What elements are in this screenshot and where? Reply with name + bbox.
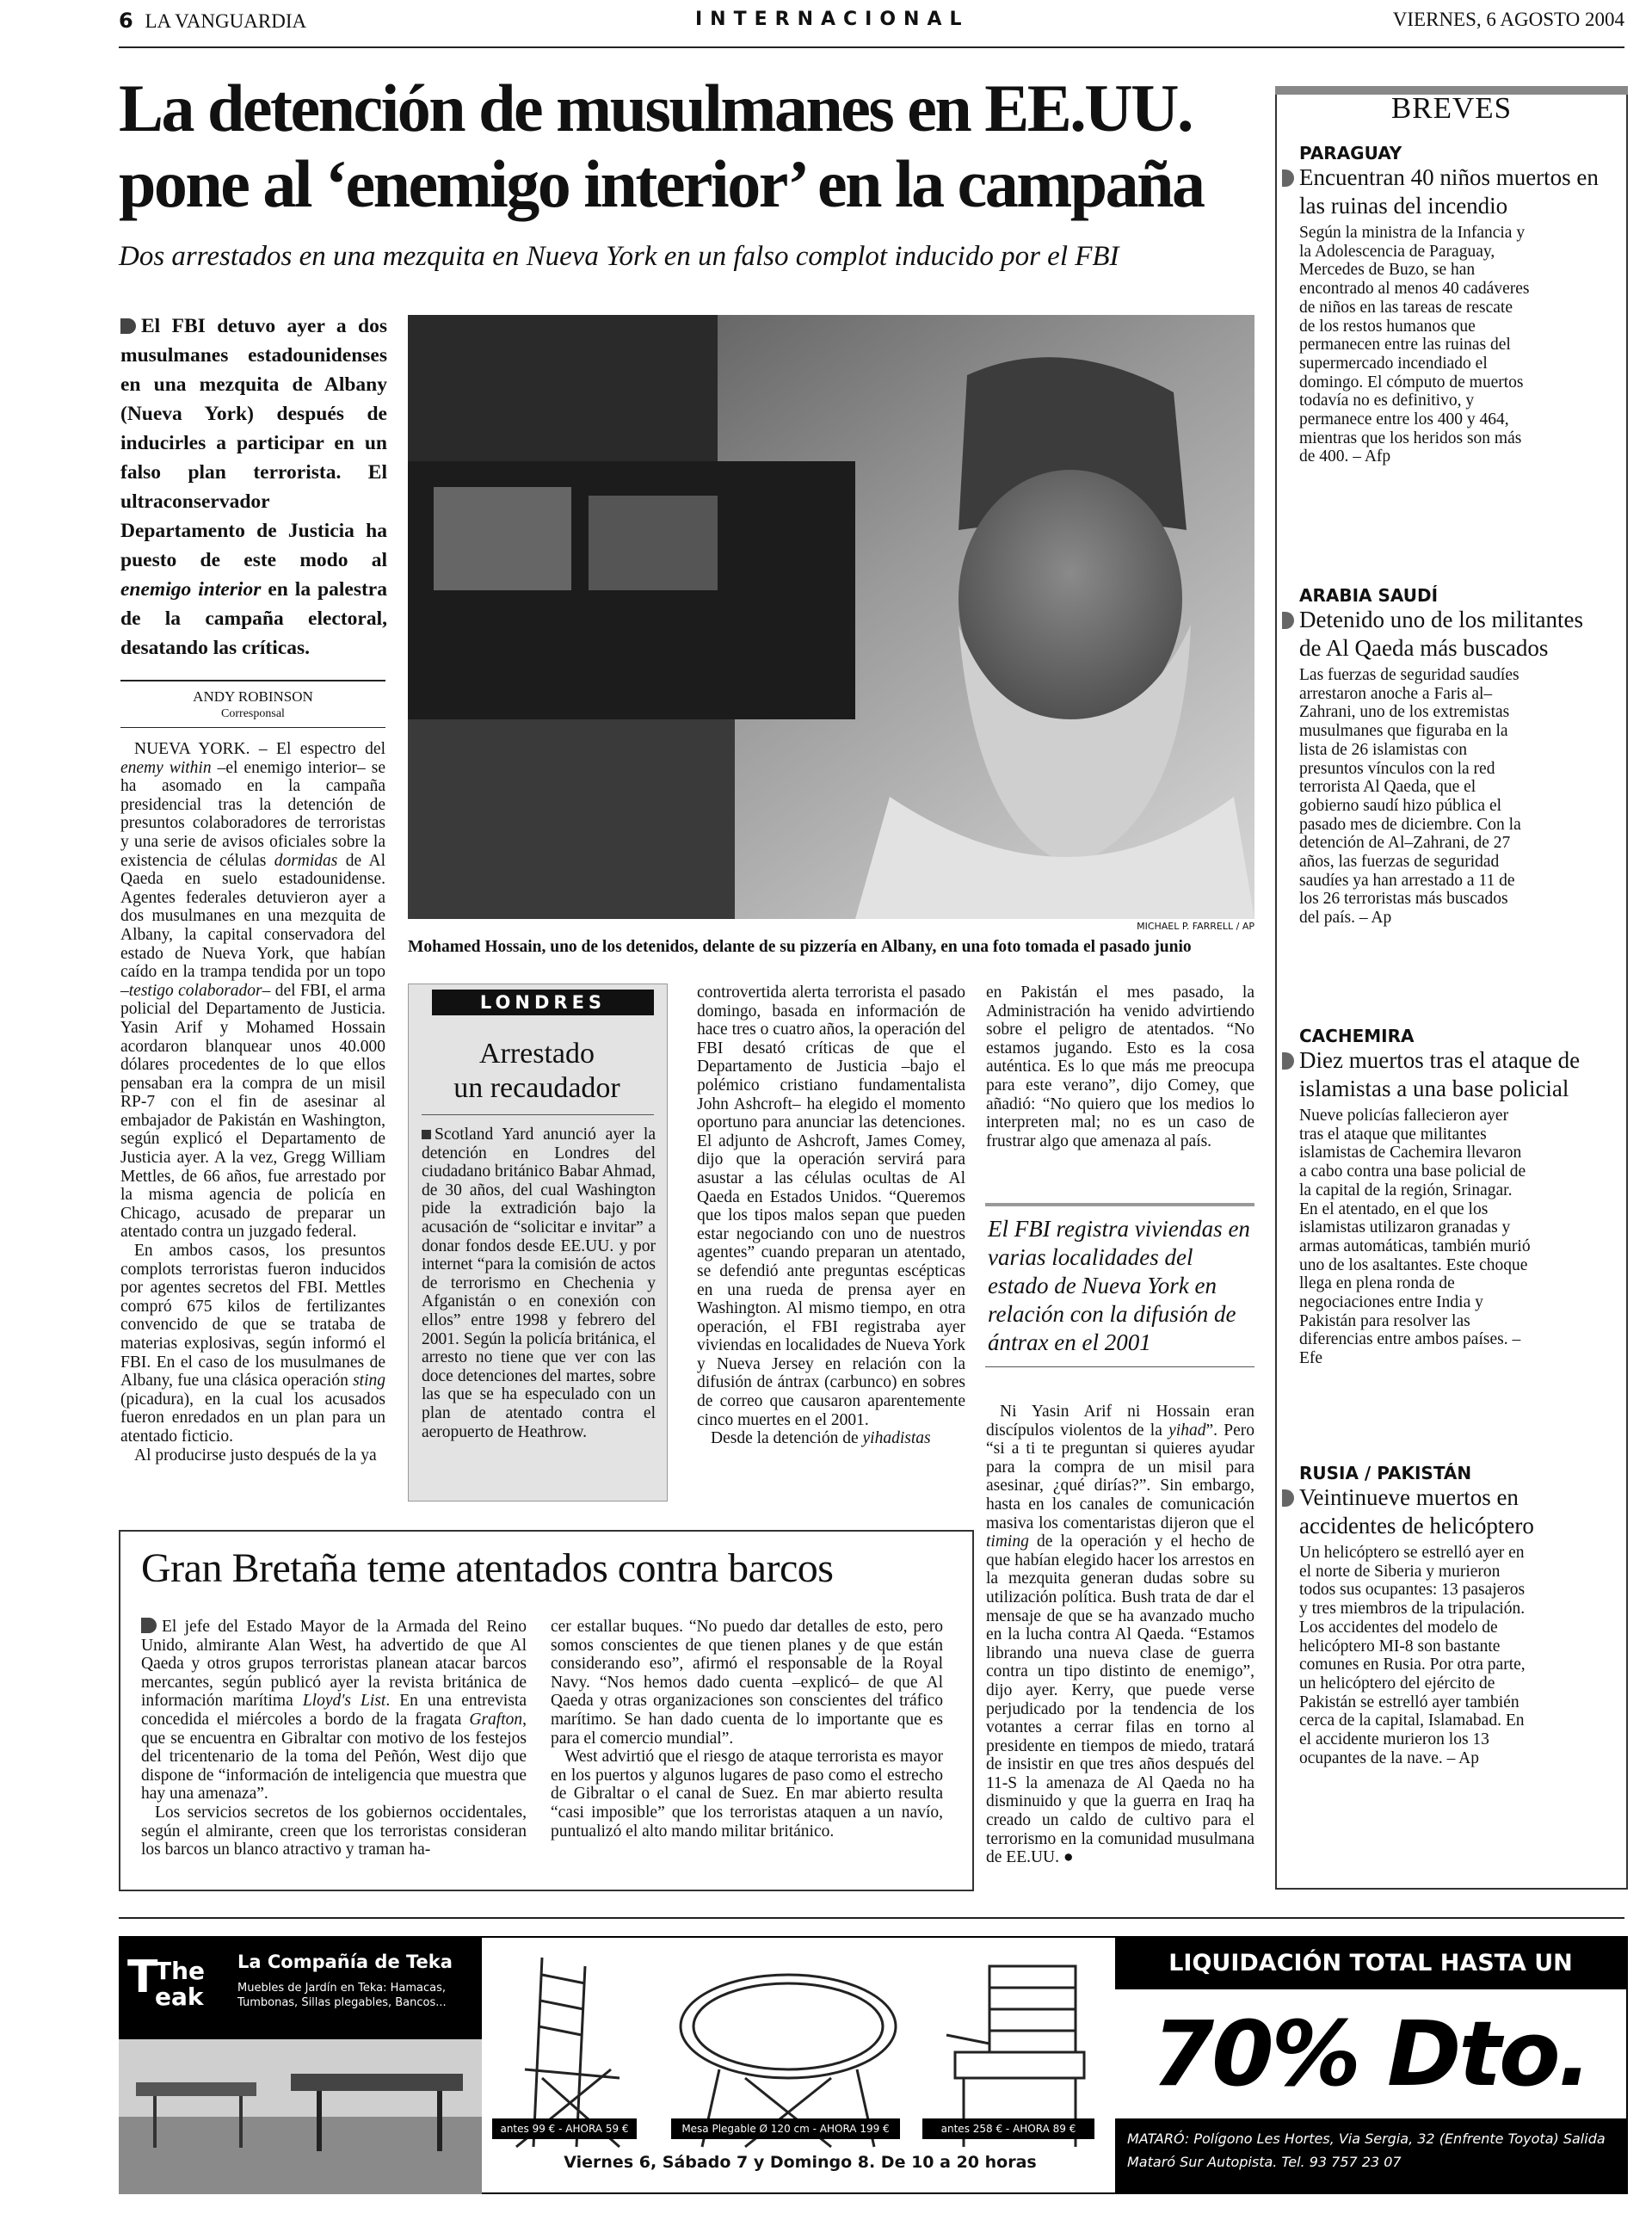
- byline-divider: [120, 680, 385, 681]
- pull-quote: El FBI registra viviendas en varias localidades del estado de Nueva York en relación con la difusión de ántrax en el 2001: [988, 1216, 1250, 1355]
- headline-line-1: La detención de musulmanes en EE.UU.: [119, 71, 1192, 145]
- news-photo: [408, 315, 1254, 919]
- breve-headline: Encuentran 40 niños muertos en las ruinas del incendio: [1299, 163, 1611, 220]
- price-tag-3: antes 258 € - AHORA 89 €: [922, 2118, 1094, 2139]
- portrait-image: [408, 315, 1254, 919]
- breve-section: RUSIA / PAKISTÁN: [1299, 1463, 1472, 1483]
- ad-divider: [119, 1917, 1624, 1919]
- photo-credit: MICHAEL P. FARRELL / AP: [1137, 921, 1254, 932]
- breve-section: CACHEMIRA: [1299, 1026, 1415, 1046]
- londres-label: LONDRES: [432, 990, 654, 1015]
- breve-item: [1299, 1463, 1611, 1767]
- end-mark-icon: ●: [1063, 1848, 1074, 1867]
- gran-bretana-title: Gran Bretaña teme atentados contra barcos: [141, 1545, 834, 1591]
- ad-dates: Viernes 6, Sábado 7 y Domingo 8. De 10 a 20 horas: [564, 2153, 1037, 2172]
- ad-offer-panel: [1115, 1936, 1626, 2194]
- section-name: INTERNACIONAL: [695, 9, 970, 30]
- breve-text: Las fuerzas de seguridad saudíes arrestaron anoche a Faris al–Zahrani, uno de los extremistas musulmanes que figuraba en la lista de 26 islamistas con presuntos vínculos con la red terrorista Al Qaeda, que el gobierno saudí hizo pública el pasado mes de diciembre. Con la detención de Al–Zahrani, de 27 años, las fuerzas de seguridad saudíes ya han arrestado a 11 de los 26 terroristas más buscados del país. – Ap: [1299, 666, 1521, 928]
- ad-products: Muebles de Jardín en Teka: Hamacas, Tumbonas, Sillas plegables, Bancos...: [237, 1982, 447, 2009]
- price-tag-1: antes 99 € - AHORA 59 €: [492, 2118, 637, 2139]
- author-role: Corresponsal: [221, 707, 285, 720]
- ad-liquidation: LIQUIDACIÓN TOTAL HASTA UN: [1168, 1950, 1573, 1976]
- ad-company: La Compañía de Teka: [237, 1952, 453, 1972]
- londres-text: Scotland Yard anunció ayer la detención en Londres del ciudadano británico Babar Ahmad, de 30 años, del cual Washington pide la extradición bajo la acusación de “solicitar e invitar” a donar fondos desde EE.UU. y por internet “para la comisión de actos de terrorismo en Chechenia y Afganistán o en conexión con ellos” entre 1998 y febrero del 2001. Según la policía británica, el arresto no tiene que ver con las doce detenciones del martes, sobre las que se ha especulado con un plan de atentado contra el aeropuerto de Heathrow.: [422, 1125, 656, 1441]
- article-column-3: controvertida alerta terrorista el pasado domingo, basada en información de hace tres o cuatro años, la operación del FBI desató críticas de que el Departamento de Justicia –bajo el polémico cristiano fundamentalista John Ashcroft– ha elegido el momento oportuno para anunciar las detenciones. El adjunto de Ashcroft, James Comey, dijo que la operación servirá para asustar a las células ocultas de Al Qaeda en Estados Unidos. “Queremos que los tipos malos sepan que pueden estar negociando con uno de nuestros agentes” cuando preparan un atentado, se defendió ante preguntas escépticas en una rueda de prensa ayer en Washington. Al mismo tiempo, en otra operación, el FBI registraba ayer viviendas en localidades de Nueva York y Nueva Jersey en relación con la difusión de ántrax (carbunco) en sobres de correo que causaron aparentemente cinco muertes en el 2001. Desde la detención de yihadistas: [697, 984, 965, 1448]
- teak-logo: T The eak: [127, 1952, 206, 2011]
- newspaper-name: LA VANGUARDIA: [145, 10, 307, 32]
- breve-text: Nueve policías fallecieron ayer tras el ataque que militantes islamistas de Cachemira llevaron a cabo contra una base policial de la capital de la región, Srinagar. En el atentado, en el que los islamistas utilizaron granadas y armas automáticas, también murió uno de los asaltantes. Este choque llega en plena ronda de negociaciones entre India y Pakistán para resolver las diferencias entre ambos países. – Efe: [1299, 1107, 1531, 1368]
- breve-headline: Detenido uno de los militantes de Al Qaeda más buscados: [1299, 606, 1611, 663]
- ad-discount: 70% Dto.: [1115, 1989, 1626, 2118]
- pull-quote-rule: [985, 1366, 1254, 1367]
- gran-bretana-column-2: cer estallar buques. “No puedo dar detalles de esto, pero somos conscientes de que tienen planes y de que están considerando eso”, afirmó el responsable de la Royal Navy. “Nos hemos dado cuenta –explicó– de que Al Qaeda y otras organizaciones son conscientes del tráfico marítimo. Se han dado cuenta de lo importante que es para el comercio mundial”. West advirtió que el riesgo de ataque terrorista es mayor en los puertos y algunos lugares de paso como el estrecho de Gibraltar o el canal de Suez. En mar abierto resulta “casi imposible” que los terroristas ataquen a un navío, puntualizó el alto mando militar británico.: [551, 1618, 943, 1841]
- breve-text: Según la ministra de la Infancia y la Adolescencia de Paraguay, Mercedes de Buzo, se han encontrado al menos 40 cadáveres de niños en las tareas de rescate de los restos humanos que permanecen entre las ruinas del supermercado incendiado el domingo. El cómputo de muertos todavía no es definitivo, y permanece entre los 400 y 464, mientras que los heridos son más de 400. – Afp: [1299, 224, 1530, 466]
- byline: [120, 688, 385, 723]
- ad-brand-panel: [119, 1936, 482, 2194]
- breve-text: Un helicóptero se estrelló ayer en el norte de Siberia y murieron todos sus ocupantes: 13 pasajeros y tres miembros de la tripulación. Los accidentes del modelo de helicóptero MI-8 son bastante comunes en Rusia. Por otra parte, un helicóptero del ejército de Pakistán se estrelló ayer también cerca de la capital, Islamabad. En el accidente murieron los 13 ocupantes de la nave. – Ap: [1299, 1544, 1526, 1767]
- gran-bretana-column-1: El jefe del Estado Mayor de la Armada del Reino Unido, almirante Alan West, ha advertido de que Al Qaeda y otros grupos terroristas planean atacar barcos mercantes, según publicó ayer la revista británica de información marítima Lloyd's List. En una entrevista concedida el miércoles a bordo de la fragata Grafton, que se encuentra en Gibraltar con motivo de los festejos del tricentenario de la toma del Peñón, West dijo que dispone de “información de inteligencia que muestra que hay una amenaza”. Los servicios secretos de los gobiernos occidentales, según el almirante, creen que los terroristas consideran los barcos un blanco atractivo y traman ha-: [141, 1618, 527, 1859]
- londres-divider: [422, 1114, 654, 1115]
- photo-caption: Mohamed Hossain, uno de los detenidos, delante de su pizzería en Albany, en una foto tomada el pasado junio: [408, 938, 1192, 956]
- breve-headline: Diez muertos tras el ataque de islamistas a una base policial: [1299, 1046, 1611, 1103]
- article-lead: El FBI detuvo ayer a dos musulmanes estadounidenses en una mezquita de Albany (Nueva York) después de inducirles a participar en un falso plan terrorista. El ultraconservador Departamento de Justicia ha puesto de este modo al enemigo interior en la palestra de la campaña electoral, desatando las críticas.: [120, 315, 387, 659]
- issue-date: VIERNES, 6 AGOSTO 2004: [1392, 9, 1624, 30]
- page-header: [119, 9, 306, 43]
- bullet-icon: [120, 318, 136, 334]
- breve-headline: Veintinueve muertos en accidentes de helicóptero: [1299, 1483, 1611, 1540]
- header-rule: [119, 46, 1624, 48]
- breve-item: [1299, 1026, 1611, 1368]
- article-column-1: NUEVA YORK. – El espectro del enemy within –el enemigo interior– se ha asomado en la campaña presidencial tras la detención de presuntos colaboradores de terroristas y una serie de avisos oficiales sobre la existencia de células dormidas de Al Qaeda en suelo estadounidense. Agentes federales detuvieron ayer a dos musulmanes en una mezquita de Albany, la capital conservadora del estado de Nueva York, que habían caído en la trampa tendida por un topo –testigo colaborador– del FBI, el arma policial del Departamento de Justicia. Yasin Arif y Mohamed Hossain acordaron blanquear unos 40.000 dólares procedentes de lo que ellos pensaban era la compra de un misil RP-7 con el fin de asesinar al embajador de Pakistán en Washington, según explicó el Departamento de Justicia ayer. A la vez, Gregg William Mettles, de 66 años, fue arrestado por la misma agencia de policía en Chicago, acusado de preparar un atentado contra un juzgado federal. En ambos casos, los presuntos complots terroristas fueron inducidos por agentes secretos del FBI. Mettles compró 675 kilos de fertilizantes convencido de que se trataba de materias explosivas, según informó el FBI. En el caso de los musulmanes de Albany, fue una clásica operación sting (picadura), en la cual los acusados fueron enredados en un plan para un atentado ficticio. Al producirse justo después de la ya: [120, 740, 386, 1465]
- garden-scene-image: [119, 2039, 482, 2194]
- article-column-4-top: en Pakistán el mes pasado, la Administración ha venido advirtiendo sobre el peligro de atentados. “No estamos jugando. Esto es la cosa auténtica. Es lo que más me preocupa para este verano”, dijo Comey, que añadió: “No quiero que los medios lo interpreten mal; no es un caso de frustrar algo que amenaza al país.: [986, 984, 1254, 1150]
- main-headline: [119, 71, 1254, 222]
- price-tag-2: Mesa Plegable Ø 120 cm - AHORA 199 €: [671, 2118, 900, 2139]
- square-bullet-icon: [422, 1130, 431, 1139]
- author-name: ANDY ROBINSON: [193, 688, 313, 705]
- breve-item: [1299, 585, 1611, 928]
- byline-divider: [120, 727, 385, 728]
- breve-section: PARAGUAY: [1299, 143, 1402, 163]
- article-column-4-bottom: Ni Yasin Arif ni Hossain eran discípulos violentos de la yihad”. Pero “si a ti te preguntan si quieres ayudar para la compra de un misil para asesinar, ¿qué dirías?”. Sin embargo, hasta en los canales de comunicación masiva los comentaristas dijeron que el timing de la operación y el hecho de que habían elegido hacer los arrestos en la mezquita generan dudas sobre su utilización política. Bush trata de dar el mensaje de que se ha avanzado mucho en la lucha contra Al Qaeda. “Estamos librando una nueva clase de guerra contra un tipo distinto de enemigo”, dijo ayer. Kerry, que puede verse perjudicado por la tendencia de los votantes a cerrar filas en torno al presidente en tiempos de miedo, tratará de insistir en que tres años después del 11-S la amenaza de Al Qaeda no ha disminuido y que la guerra en Iraq ha creado un caldo de cultivo para el terrorismo en la comunidad musulmana de EE.UU. ●: [986, 1403, 1254, 1867]
- ad-address: MATARÓ: Polígono Les Hortes, Via Sergia, 32 (Enfrente Toyota) Salida Mataró Sur Autopista. Tel. 93 757 23 07: [1127, 2131, 1606, 2170]
- breve-section: ARABIA SAUDÍ: [1299, 585, 1439, 606]
- pull-quote-rule: [985, 1203, 1254, 1206]
- headline-line-2: pone al ‘enemigo interior’ en la campaña: [119, 146, 1204, 221]
- subheadline: Dos arrestados en una mezquita en Nueva York en un falso complot inducido por el FBI: [119, 241, 1119, 272]
- bullet-icon: [141, 1618, 157, 1633]
- page-number: 6: [119, 9, 133, 33]
- breves-title: BREVES: [1390, 91, 1513, 125]
- londres-title: Arrestado un recaudador: [453, 1038, 620, 1104]
- breve-item: [1299, 143, 1611, 466]
